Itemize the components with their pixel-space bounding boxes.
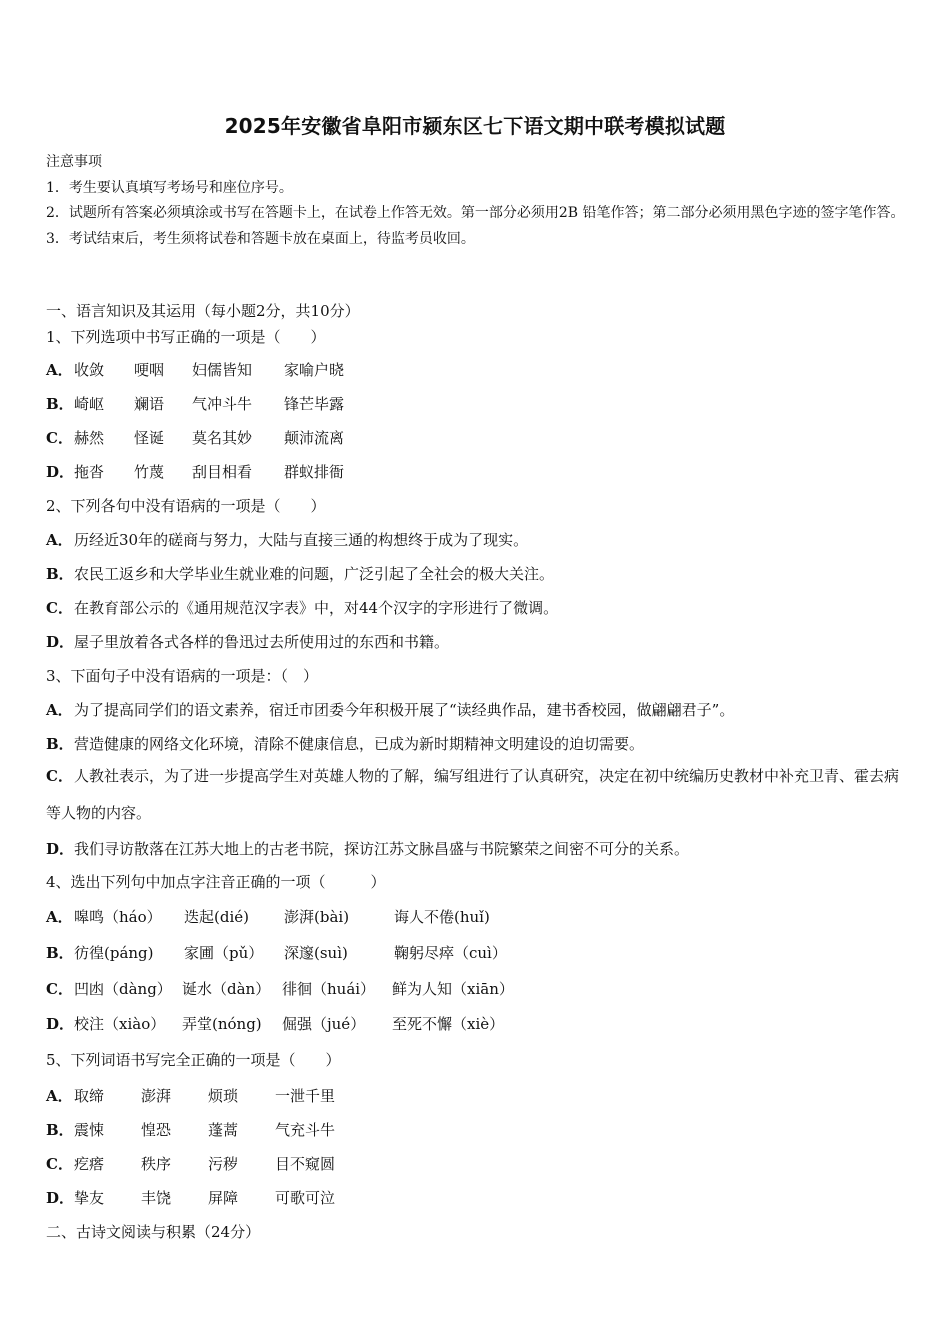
option-word: 家喻户晓 (284, 361, 345, 379)
question-stem: 4、选出下列句中加点字注音正确的一项（ ） (46, 873, 386, 891)
page-title: 2025年安徽省阜阳市颍东区七下语文期中联考模拟试题 (224, 114, 726, 138)
option-word: 气冲斗牛 (192, 395, 253, 413)
option-word: 可歌可泣 (275, 1189, 336, 1207)
option-key: A． (46, 1087, 73, 1105)
option-key: B． (46, 944, 74, 962)
option-key: B． (46, 565, 74, 583)
option-row (46, 1153, 335, 1174)
option-word: 丰饶 (141, 1189, 172, 1207)
option-key: B． (46, 395, 74, 413)
option-word: 竹蔑 (134, 463, 165, 481)
option-word: 挚友 (74, 1189, 105, 1207)
option-row (46, 906, 490, 927)
option-word: 烦琐 (208, 1087, 239, 1105)
option-row (46, 1187, 335, 1208)
option-row (46, 461, 344, 482)
option-row (46, 1119, 335, 1140)
notice-item: 2．试题所有答案必须填涂或书写在答题卡上，在试卷上作答无效。第一部分必须用2B 铅笔作答；第二部分必须用黑色字迹的签字笔作答。 (46, 205, 905, 221)
section-heading: 二、古诗文阅读与积累（24分） (46, 1223, 261, 1241)
option-key: A． (46, 531, 73, 549)
option-key: A． (46, 361, 73, 379)
option-word: 怪诞 (134, 429, 165, 447)
option-word: 赫然 (74, 429, 105, 447)
option-key: B． (46, 1121, 74, 1139)
option-row (46, 529, 528, 550)
option-key: A． (46, 701, 73, 719)
option-word: 诞水（dàn） (182, 980, 271, 998)
option-row (46, 942, 507, 963)
option-word: 崎岖 (74, 395, 105, 413)
option-key: D． (46, 633, 75, 651)
option-row (46, 597, 558, 618)
option-word: 取缔 (74, 1087, 105, 1105)
question-stem: 1、下列选项中书写正确的一项是（ ） (46, 328, 326, 346)
option-row (46, 838, 689, 859)
option-word: 群蚁排衙 (284, 463, 345, 481)
option-row (46, 563, 554, 584)
option-word: 彷徨(páng) (74, 944, 154, 962)
option-word: 至死不懈（xiè） (392, 1015, 505, 1033)
option-word: 澎湃 (141, 1087, 172, 1105)
notice-item: 1．考生要认真填写考场号和座位序号。 (46, 179, 293, 196)
option-word: 迭起(dié) (184, 908, 249, 926)
option-word: 深邃(suì) (284, 944, 348, 962)
option-word: 徘徊（huái） (282, 980, 376, 998)
option-row (46, 1085, 335, 1106)
option-word: 屏障 (208, 1189, 239, 1207)
option-text: 历经近30年的磋商与努力，大陆与直接三通的构想终于成为了现实。 (74, 531, 529, 549)
option-key: C． (46, 599, 73, 617)
option-text: 农民工返乡和大学毕业生就业难的问题，广泛引起了全社会的极大关注。 (74, 565, 555, 583)
option-row (46, 631, 449, 652)
notice-item: 3．考试结束后，考生须将试卷和答题卡放在桌面上，待监考员收回。 (46, 230, 475, 247)
question-stem: 5、下列词语书写完全正确的一项是（ ） (46, 1051, 341, 1069)
option-row (46, 758, 906, 832)
option-key: C． (46, 980, 73, 998)
option-word: 凹凼（dàng） (74, 980, 172, 998)
option-key: A． (46, 908, 73, 926)
option-key: C． (46, 1155, 73, 1173)
option-key: C． (46, 429, 73, 447)
option-word: 蓬蒿 (208, 1121, 239, 1139)
option-key: D． (46, 840, 75, 858)
option-row (46, 427, 344, 448)
option-word: 嗥鸣（háo） (74, 908, 162, 926)
option-text: 屋子里放着各式各样的鲁迅过去所使用过的东西和书籍。 (74, 633, 450, 651)
option-word: 拖沓 (74, 463, 105, 481)
option-word: 刮目相看 (192, 463, 253, 481)
option-key: D． (46, 1015, 75, 1033)
option-word: 校注（xiào） (74, 1015, 166, 1033)
option-word: 震悚 (74, 1121, 105, 1139)
notice-heading: 注意事项 (46, 154, 102, 170)
option-row (46, 1013, 504, 1034)
option-text: 人教社表示，为了进一步提高学生对英雄人物的了解，编写组进行了认真研究，决定在初中统编历史教材中补充卫青、霍去病等人物的内容。 (46, 767, 900, 822)
option-word: 斓语 (134, 395, 165, 413)
option-key: D． (46, 463, 75, 481)
section-heading: 一、语言知识及其运用（每小题2分，共10分） (46, 302, 360, 320)
option-text: 为了提高同学们的语文素养，宿迁市团委今年积极开展了“读经典作品，建书香校园，做翩翩君子”。 (74, 701, 735, 719)
option-word: 锋芒毕露 (284, 395, 345, 413)
option-word: 诲人不倦(huǐ) (394, 908, 490, 926)
question-stem: 2、下列各句中没有语病的一项是（ ） (46, 497, 326, 515)
option-row (46, 393, 344, 414)
option-row (46, 359, 344, 380)
option-text: 营造健康的网络文化环境，清除不健康信息，已成为新时期精神文明建设的迫切需要。 (74, 735, 645, 753)
option-word: 妇儒皆知 (192, 361, 253, 379)
option-word: 气充斗牛 (275, 1121, 336, 1139)
option-key: B． (46, 735, 74, 753)
option-word: 倔强（jué） (282, 1015, 366, 1033)
option-word: 秩序 (141, 1155, 172, 1173)
notice-block (46, 150, 912, 252)
option-word: 澎湃(bài) (284, 908, 350, 926)
option-word: 收敛 (74, 361, 105, 379)
option-row (46, 978, 514, 999)
option-word: 莫名其妙 (192, 429, 253, 447)
option-word: 惶恐 (141, 1121, 172, 1139)
option-key: D． (46, 1189, 75, 1207)
option-row (46, 733, 644, 754)
option-word: 一泄千里 (275, 1087, 336, 1105)
option-text: 我们寻访散落在江苏大地上的古老书院，探访江苏文脉昌盛与书院繁荣之间密不可分的关系。 (74, 840, 690, 858)
option-word: 疙瘩 (74, 1155, 105, 1173)
option-text: 在教育部公示的《通用规范汉字表》中，对44个汉字的字形进行了微调。 (74, 599, 559, 617)
option-word: 颠沛流离 (284, 429, 345, 447)
option-word: 哽咽 (134, 361, 165, 379)
option-row (46, 699, 734, 720)
option-word: 鲜为人知（xiān） (392, 980, 514, 998)
option-word: 鞠躬尽瘁（cuì） (394, 944, 507, 962)
option-key: C． (46, 767, 73, 785)
question-stem: 3、下面句子中没有语病的一项是：（ ） (46, 667, 319, 685)
option-word: 弄堂(nóng) (182, 1015, 262, 1033)
option-word: 目不窥圆 (275, 1155, 336, 1173)
option-word: 家圃（pǔ） (184, 944, 264, 962)
option-word: 污秽 (208, 1155, 239, 1173)
